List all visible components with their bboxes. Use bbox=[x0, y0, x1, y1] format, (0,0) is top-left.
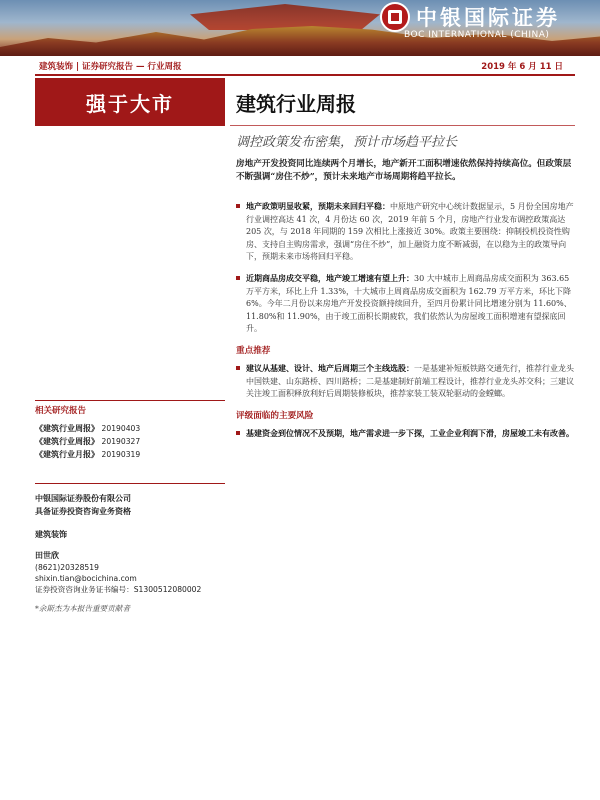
bullet-item bbox=[236, 200, 576, 264]
logo-chinese-name: 中银国际证券 bbox=[416, 6, 560, 30]
risk-item bbox=[236, 427, 576, 441]
related-report-name: 《建筑行业周报》 bbox=[35, 436, 99, 446]
analyst-email[interactable]: shixin.tian@bocichina.com bbox=[35, 574, 137, 583]
company-info bbox=[35, 492, 225, 614]
sector-name: 建筑装饰 bbox=[35, 529, 67, 539]
report-title: 建筑行业周报 bbox=[236, 92, 356, 116]
logo-english-name: BOC INTERNATIONAL (CHINA) bbox=[404, 30, 550, 40]
header-banner bbox=[0, 0, 600, 56]
bullet-lead: 近期商品房成交平稳，地产竣工增速有望上升： bbox=[246, 272, 414, 283]
bullet-item bbox=[236, 272, 576, 336]
report-date: 2019 年 6 月 11 日 bbox=[481, 62, 563, 72]
bullet-text: 中原地产研究中心统计数据显示，5 月份全国房地产行业调控高达 41 次，4 月份达 60 次，2019 年前 5 个月，房地产行业发布调控政策高达 205 次，与 2018 年同期的 159 次相比上涨接近 30%。政策主要围绕：抑制投机投资性购房、支持自主购房需求，强调“房住不炒”，加上融资力度不断减弱，在以稳为主的政策导向下，预期未来市场将回归平稳。 bbox=[246, 202, 574, 262]
related-report-date: 20190319 bbox=[101, 450, 141, 459]
risk-text: 基建资金到位情况不及预期，地产需求进一步下探，工业企业利润下滑，房屋竣工未有改善。 bbox=[246, 427, 574, 438]
related-report-name: 《建筑行业月报》 bbox=[35, 449, 99, 459]
bullet-lead: 地产政策明显收紧，预期未来回归平稳： bbox=[246, 201, 390, 211]
palace-hall-image bbox=[190, 4, 380, 30]
focus-lead: 建议从基建、设计、地产后周期三个主线选股： bbox=[246, 362, 414, 373]
related-report-item[interactable] bbox=[35, 448, 225, 461]
bank-logo-icon bbox=[380, 2, 410, 32]
related-report-item[interactable] bbox=[35, 435, 225, 448]
rating-badge: 强于大市 bbox=[35, 78, 225, 126]
bullet-text: 30 大中城市上周商品房成交面积为 363.65 万平方米，环比上升 1.33%，十大城市上周商品房成交面积为 162.79 万平方米，环比下降 6%。今年二月份以来房地产开发投资额持续回升，至四月份累计同比增速分别为 11.60%、11.80%和 11.90%，由于竣工面积长期疲软，我们依然认为房屋竣工面积增速有望探底回升。 bbox=[246, 273, 572, 334]
header-divider bbox=[35, 74, 575, 76]
focus-heading: 重点推荐 bbox=[236, 345, 271, 356]
related-report-date: 20190403 bbox=[101, 424, 141, 433]
analyst-phone: (8621)20328519 bbox=[35, 563, 99, 572]
report-category: 建筑装饰 | 证券研究报告 — 行业周报 bbox=[39, 62, 182, 72]
related-reports bbox=[35, 404, 225, 461]
report-category-bar bbox=[35, 58, 575, 72]
sidebar-divider bbox=[35, 483, 225, 484]
contributor-note: *余斯杰为本报告重要贡献者 bbox=[35, 604, 130, 613]
related-report-name: 《建筑行业周报》 bbox=[35, 423, 99, 433]
related-report-item[interactable] bbox=[35, 422, 225, 435]
focus-text: 一是基建补短板铁路交通先行，推荐行业龙头中国铁建、山东路桥、四川路桥；二是基建制好前端工程设计，推荐行业龙头苏交科；三建议关注竣工面积释放利好后周期装修板块，推荐家装工装双轮驱动的金螳螂。 bbox=[246, 363, 574, 399]
title-divider bbox=[230, 125, 575, 126]
related-report-date: 20190327 bbox=[101, 437, 141, 446]
main-content bbox=[236, 200, 576, 448]
related-reports-title: 相关研究报告 bbox=[35, 406, 87, 416]
sidebar-divider bbox=[35, 400, 225, 401]
company-qualification: 具备证券投资咨询业务资格 bbox=[35, 506, 131, 516]
analyst-name: 田世欣 bbox=[35, 550, 59, 560]
focus-item bbox=[236, 362, 576, 401]
report-summary: 房地产开发投资同比连续两个月增长，地产新开工面积增速依然保持持续高位。但政策层不断强调“房住不炒”，预计未来地产市场周期将趋平拉长。 bbox=[236, 159, 572, 182]
analyst-certificate: 证券投资咨询业务证书编号：S1300512080002 bbox=[35, 585, 202, 594]
report-subtitle: 调控政策发布密集，预计市场趋平拉长 bbox=[236, 135, 458, 150]
company-logo bbox=[380, 2, 560, 32]
risk-heading: 评级面临的主要风险 bbox=[236, 410, 314, 421]
company-name: 中银国际证券股份有限公司 bbox=[35, 493, 131, 503]
